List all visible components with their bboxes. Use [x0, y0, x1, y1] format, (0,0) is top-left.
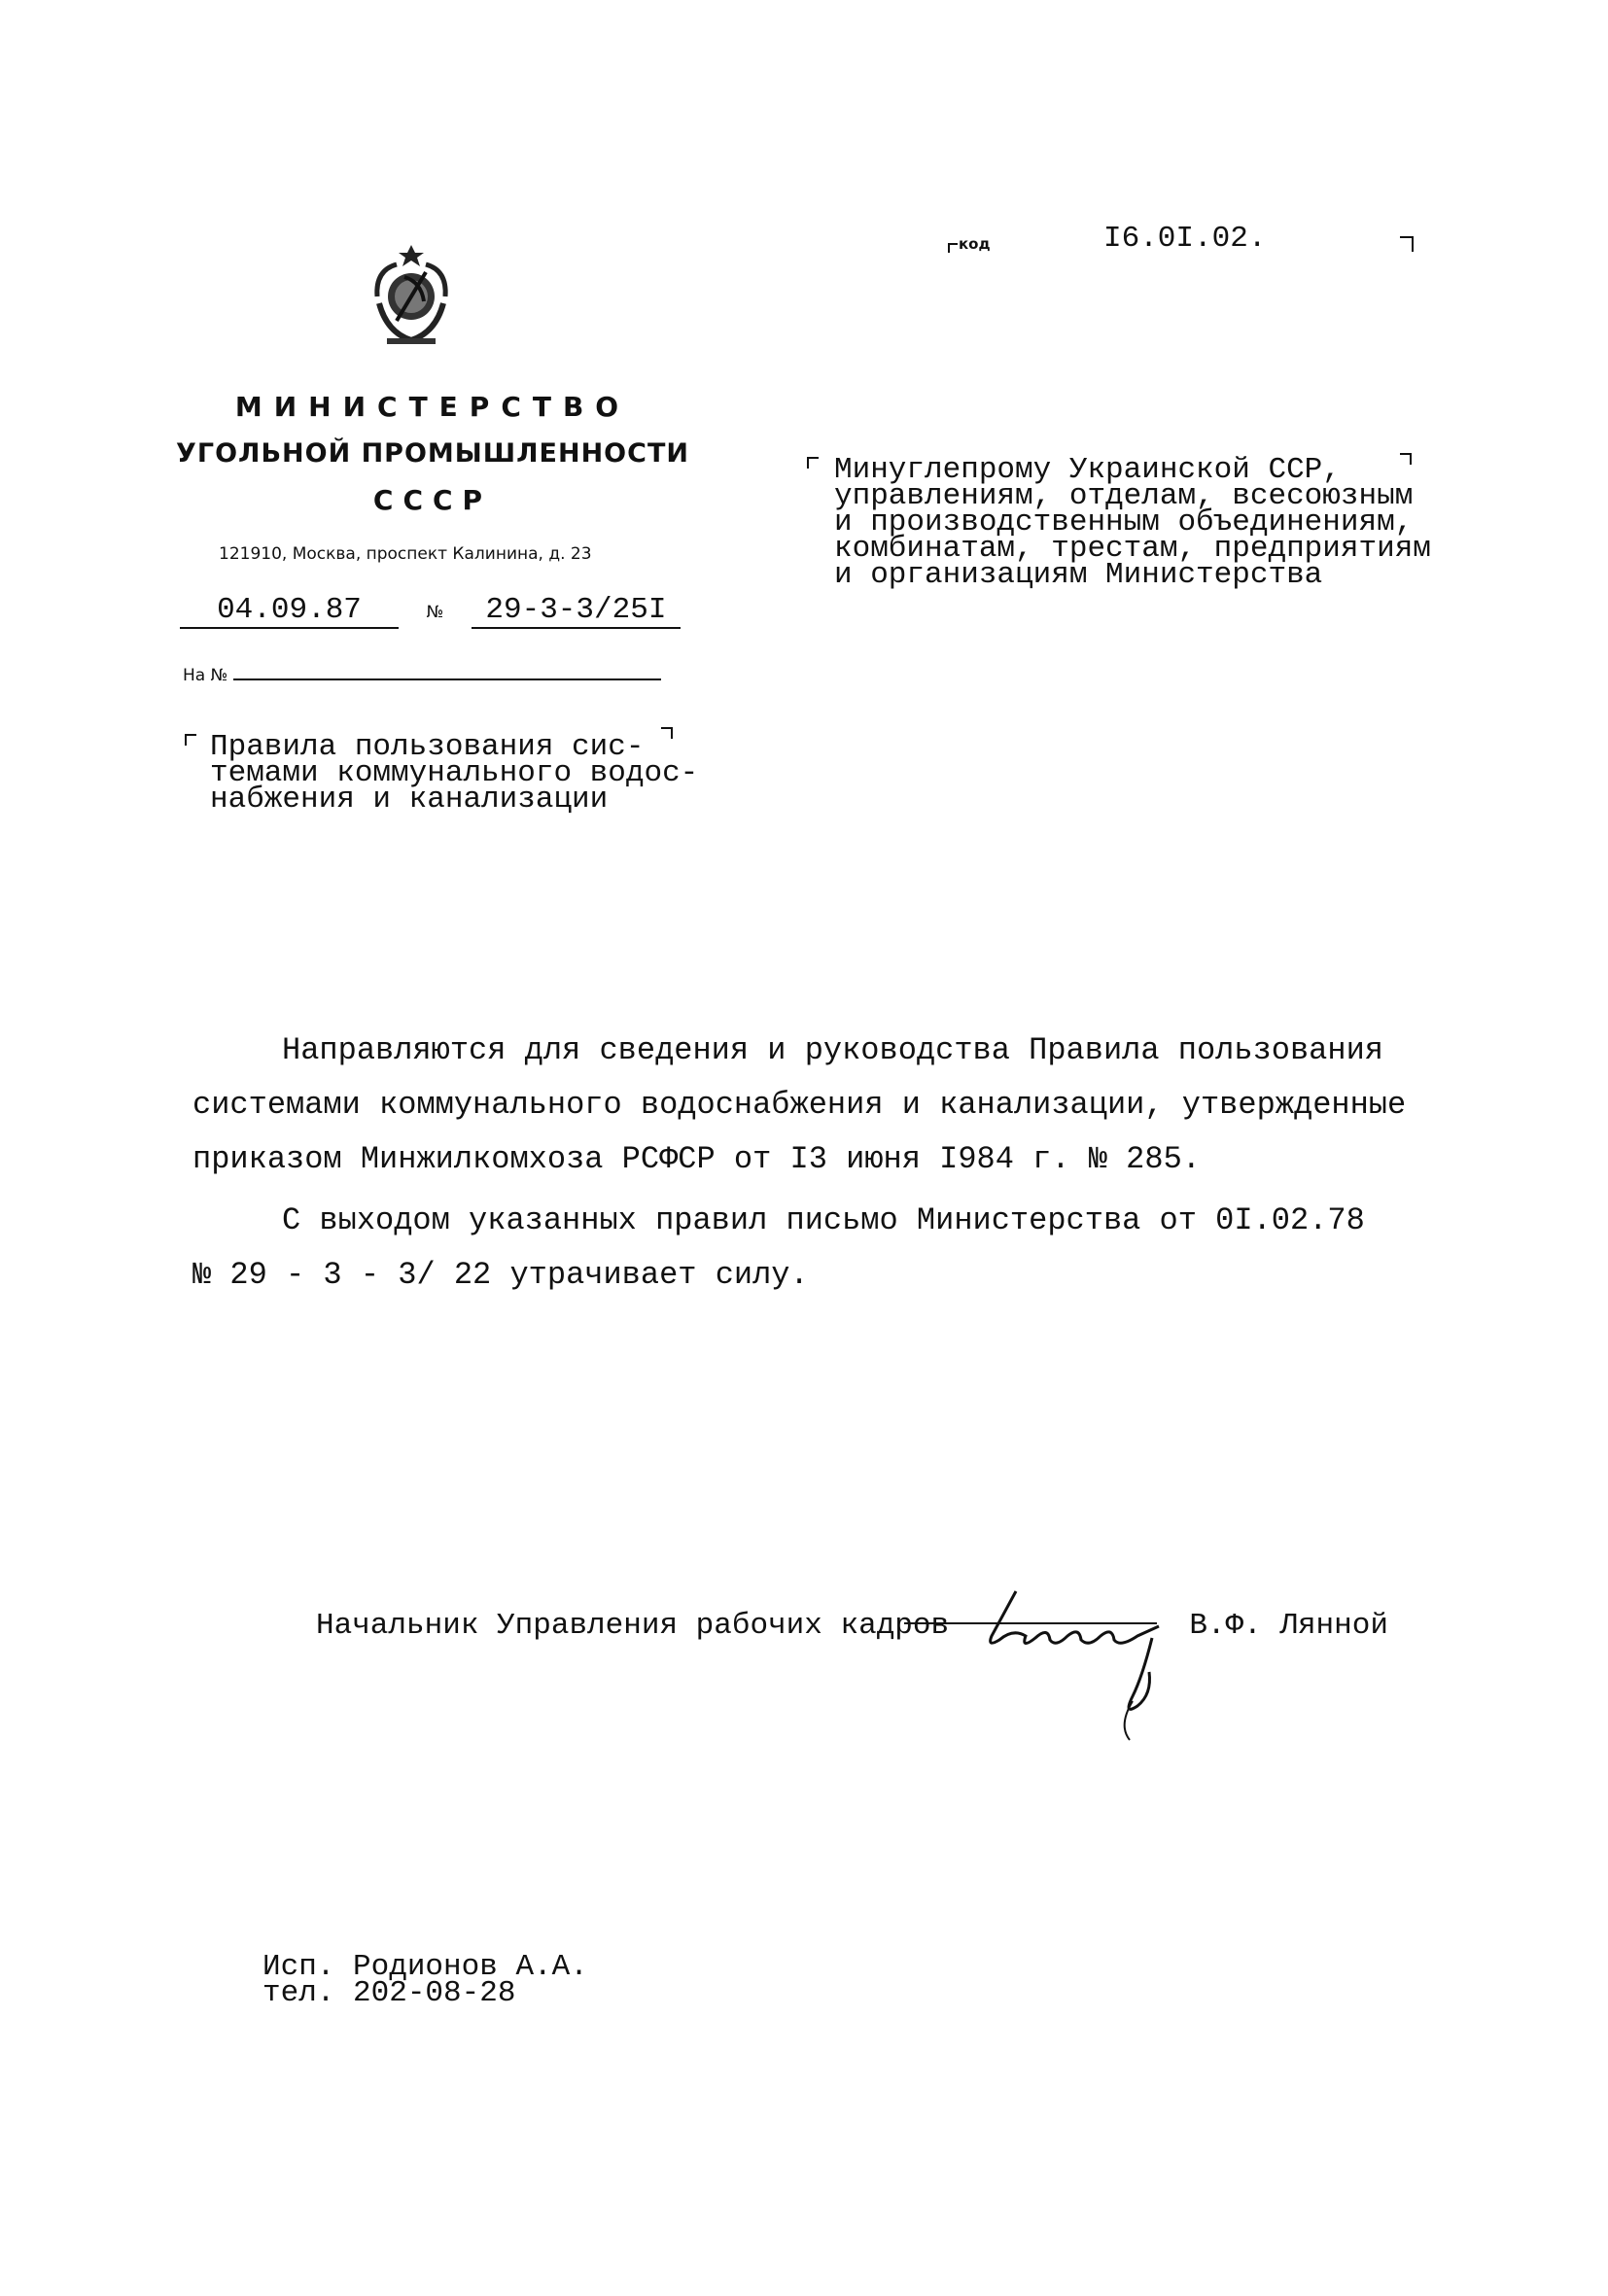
state-emblem-icon [367, 243, 455, 350]
code-bracket-left [948, 243, 958, 253]
executor-name: Исп. Родионов А.А. [262, 1950, 588, 1984]
recipient-line: и производственным объединениям, [834, 505, 1414, 539]
code-label: код [959, 235, 991, 253]
registration-date: 04.09.87 [180, 593, 399, 629]
body-paragraph-1 [192, 1024, 1406, 1187]
registration-number: 29-3-3/25I [472, 593, 681, 629]
ministry-address: 121910, Москва, проспект Калинина, д. 23 [219, 544, 592, 564]
body-line: С выходом указанных правил письмо Министерства от 0I.02.78 [282, 1202, 1365, 1238]
subject-block [210, 730, 699, 817]
recipient-block [834, 453, 1431, 592]
recipient-line: и организациям Министерства [834, 558, 1323, 592]
ministry-subtitle: УГОЛЬНОЙ ПРОМЫШЛЕННОСТИ [176, 438, 689, 469]
recipient-line: комбинатам, трестам, предприятиям [834, 532, 1431, 566]
body-line: Направляются для сведения и руководства Правила пользования [282, 1032, 1383, 1068]
executor-phone: тел. 202-08-28 [262, 1976, 516, 2010]
signature-line [316, 1609, 1388, 1643]
subject-bracket-left [185, 734, 196, 746]
ministry-header [165, 387, 700, 521]
ministry-country: СССР [372, 484, 493, 516]
subject-line: набжения и канализации [210, 783, 609, 817]
signatory-title: Начальник Управления рабочих кадров [316, 1609, 950, 1643]
recipient-bracket-left [807, 457, 819, 469]
number-label: № [426, 603, 444, 622]
signatory-name: В.Ф. Лянной [1189, 1609, 1388, 1643]
reply-line [183, 666, 661, 685]
recipient-line: Минуглепрому Украинской ССР, [834, 453, 1341, 487]
handwritten-signature-icon [904, 1580, 1215, 1745]
recipient-line: управлениям, отделам, всесоюзным [834, 479, 1414, 513]
code-value: I6.0I.02. [1103, 222, 1267, 256]
body-line: № 29 - 3 - 3/ 22 утрачивает силу. [192, 1257, 809, 1293]
footer-block [262, 1950, 588, 2010]
body-line: приказом Минжилкомхоза РСФСР от I3 июня I984 г. № 285. [192, 1141, 1201, 1177]
body-paragraph-2 [192, 1194, 1365, 1303]
reply-label: На № [183, 666, 228, 685]
registration-line [180, 593, 681, 629]
reply-blank [233, 678, 661, 680]
code-bracket-right [1400, 236, 1414, 252]
body-line: системами коммунального водоснабжения и канализации, утвержденные [192, 1087, 1407, 1123]
subject-line: темами коммунального водос- [210, 756, 699, 790]
subject-line: Правила пользования сис- [210, 730, 645, 764]
ministry-name: МИНИСТЕРСТВО [234, 391, 631, 423]
